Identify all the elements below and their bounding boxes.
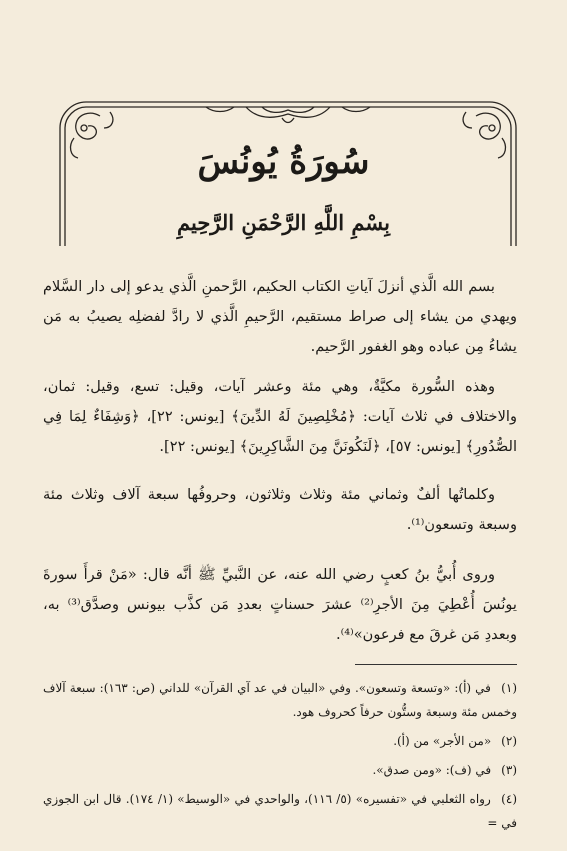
footnote-item	[43, 676, 517, 724]
paragraph-text: بسم الله الَّذي أنزلَ آياتِ الكتاب الحكيم، الرَّحمنِ الَّذي يدعو إلى دار السَّلام ويهدي من يشاء إلى صراط مستقيم، الرَّحيمِ الَّذي لا رادَّ لفضلِه يصيبُ به مَن يشاءُ مِن عباده وهو الغفور الرَّحيم.	[43, 278, 517, 355]
footnote-number: (٤)	[501, 792, 517, 806]
footnote-item	[43, 787, 517, 835]
paragraph-intro	[43, 272, 517, 362]
footnote-number: (٢)	[501, 734, 517, 748]
footnote-text: «من الأجر» من (أ).	[393, 734, 492, 748]
footnote-item	[43, 729, 517, 753]
footnote-number: (٣)	[501, 763, 517, 777]
paragraph-hadith	[43, 560, 517, 650]
surah-title: سُورَةُ يُونُسَ	[197, 142, 370, 182]
footnote-separator	[355, 664, 517, 665]
paragraph-text: وروى أُبيُّ بنُ كعبٍ رضي الله عنه، عن النَّبيِّ ﷺ أنَّه قال: «مَنْ قرأَ سورةَ يونُسَ أُعْطِيَ مِنَ الأجرِ⁽²⁾ عشرَ حسناتٍ بعددِ مَن كذَّب بيونس وصدَّق⁽³⁾ به، وبعددِ مَن غرقَ مع فرعون»⁽⁴⁾.	[43, 566, 517, 643]
paragraph-surah-info	[43, 372, 517, 462]
footnote-text: رواه الثعلبي في «تفسيره» (٥/ ١١٦)، والواحدي في «الوسيط» (١/ ١٧٤). قال ابن الجوزي في =	[43, 792, 517, 830]
paragraph-word-count	[43, 480, 517, 540]
paragraph-text: وكلماتُها ألفٌ وثماني مئة وثلاث وثلاثون، وحروفُها سبعة آلاف وثلاث مئة وسبعة وتسعون⁽¹⁾.	[43, 486, 517, 533]
footnote-number: (١)	[501, 681, 517, 695]
paragraph-text: وهذه السُّورة مكيَّةٌ، وهي مئة وعشر آيات، وقيل: تسع، وقيل: ثمان، والاختلاف في ثلاث آيات: ﴿مُخْلِصِينَ لَهُ الدِّينَ﴾ [يونس: ٢٢]، ﴿وَشِفَاءٌ لِمَا فِي الصُّدُورِ﴾ [يونس: ٥٧]، ﴿لَنَكُونَنَّ مِنَ الشَّاكِرِينَ﴾ [يونس: ٢٢].	[43, 378, 517, 455]
basmala-header: بِسْمِ اللَّهِ الرَّحْمَنِ الرَّحِيمِ	[177, 210, 390, 235]
footnote-text: في (أ): «وتسعة وتسعون». وفي «البيان في عد آي القرآن» للداني (ص: ١٦٣): سبعة آلاف وخمس مئة وسبعة وستُّون حرفاً كحروف هود.	[43, 681, 517, 719]
footnotes-section	[43, 676, 517, 840]
footnote-text: في (ف): «ومن صدق».	[372, 763, 492, 777]
footnote-item	[43, 758, 517, 782]
